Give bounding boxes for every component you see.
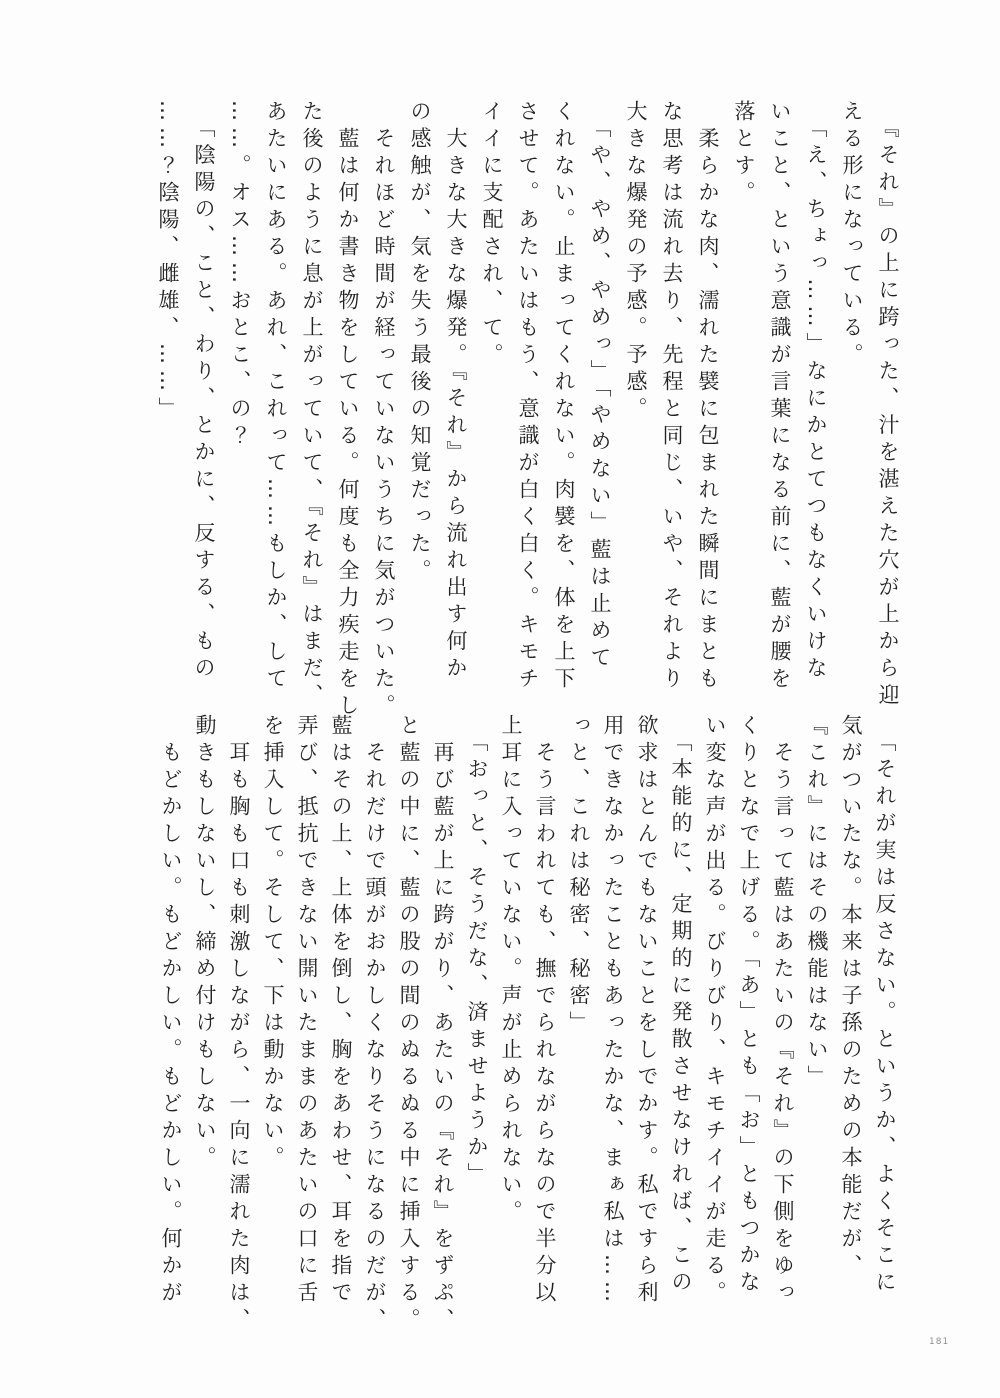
text-block-bottom: [154, 714, 902, 1339]
text-line: もどかしい。もどかしい。もどかしい。何かが: [159, 714, 183, 1308]
text-line: くれない。止まってくれない。肉襞を、体を上下: [552, 100, 576, 694]
text-line: える形になっている。: [840, 100, 864, 370]
text-line: な思考は流れ去り、先程と同じ、いや、それより: [660, 100, 684, 694]
text-line: 耳も胸も口も刺激しながら、一向に濡れた肉は、: [227, 714, 251, 1335]
text-line: 大きな爆発の予感。予感。: [624, 100, 648, 424]
text-line: させて。あたいはもう、意識が白く白く。キモチ: [516, 100, 540, 694]
text-line: 「え、ちょっ……」なにかとてつもなくいけな: [804, 100, 828, 684]
text-line: いこと、という意識が言葉になる前に、藍が腰を: [768, 100, 792, 694]
text-line: 『それ』の上に跨った、汁を湛えた穴が上から迎: [876, 100, 900, 711]
text-line: 動きもしないし、締め付けもしない。: [193, 714, 217, 1173]
text-line: と藍の中に、藍の股の間のぬるぬる中に挿入する。: [397, 714, 421, 1335]
text-line: を挿入して。そして、下は動かない。: [261, 714, 285, 1173]
text-line: 欲求はとんでもないことをしでかす。私ですら利: [635, 714, 659, 1308]
text-line: ……？陰陽、雌雄、……」: [156, 100, 180, 424]
text-line: 「本能的に、定期的に発散させなければ、この: [669, 714, 693, 1298]
text-line: 「や、やめ、やめっ」「やめない」藍は止めて: [588, 100, 612, 673]
text-line: 柔らかな肉、濡れた襞に包まれた瞬間にまとも: [696, 100, 720, 694]
text-line: 「陰陽の、こと、わり、とかに、反する、もの: [192, 100, 216, 684]
text-line: 大きな大きな爆発。『それ』から流れ出す何か: [444, 100, 468, 684]
text-line: 藍はその上、上体を倒し、胸をあわせ、耳を指で: [329, 714, 353, 1308]
text-line: 『これ』にはその機能はない」: [805, 714, 829, 1092]
text-line: それほど時間が経っていないうちに気がついた。: [372, 100, 396, 721]
text-line: イイに支配され、て。: [480, 100, 504, 370]
text-block-top: [150, 100, 906, 725]
page-number: 181: [929, 1337, 950, 1347]
text-line: 弄び、抵抗できない開いたままのあたいの口に舌: [295, 714, 319, 1308]
text-line: 「おっと、そうだな、済ませようか」: [465, 714, 489, 1190]
text-line: あたいにある。あれ、これって……もしか、して: [264, 100, 288, 694]
text-line: 「それが実は反さない。というか、よくそこに: [873, 714, 897, 1298]
text-line: た後のように息が上がっていて、『それ』はまだ、: [300, 100, 324, 711]
text-line: そう言われても、撫でられながらなので半分以: [533, 714, 557, 1308]
text-line: 上耳に入っていない。声が止められない。: [499, 714, 523, 1227]
text-line: っと、これは秘密、秘密」: [567, 714, 591, 1038]
text-line: 再び藍が上に跨がり、あたいの『それ』をずぷ、: [431, 714, 455, 1335]
text-line: そう言って藍はあたいの『それ』の下側をゆっ: [771, 714, 795, 1308]
text-line: 用できなかったこともあったかな、まぁ私は……: [601, 714, 625, 1308]
text-line: 藍は何か書き物をしている。何度も全力疾走をし: [336, 100, 360, 721]
text-line: 落とす。: [732, 100, 756, 208]
text-line: の感触が、気を失う最後の知覚だった。: [408, 100, 432, 586]
text-line: ……。オス……おとこ、の？: [228, 100, 252, 451]
text-line: それだけで頭がおかしくなりそうになるのだが、: [363, 714, 387, 1335]
text-line: い変な声が出る。びりびり、キモチイイが走る。: [703, 714, 727, 1308]
text-line: くりとなで上げる。「あ」とも「お」ともつかな: [737, 714, 761, 1298]
text-line: 気がついたな。本来は子孫のための本能だが、: [839, 714, 863, 1281]
